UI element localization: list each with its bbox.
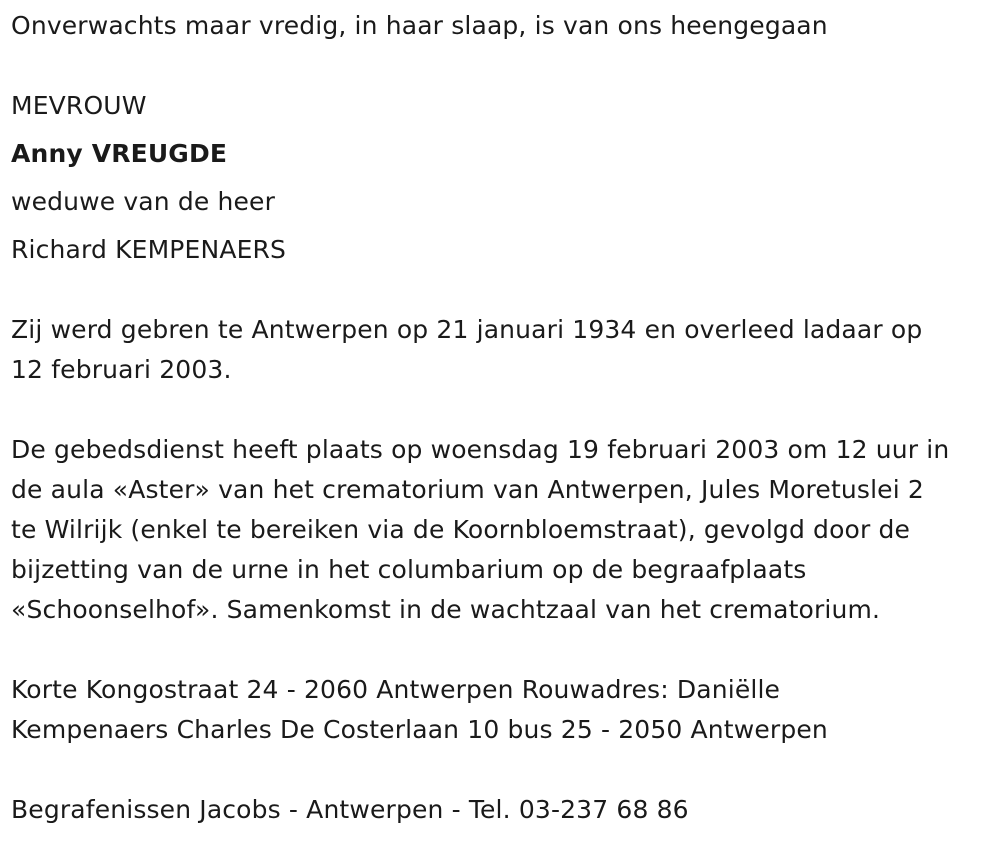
birth-death-line: Zij werd gebren te Antwerpen op 21 januari 1934 en overleed ladaar op (11, 315, 923, 344)
birth-death-line: 12 februari 2003. (11, 355, 232, 384)
address-line: Korte Kongostraat 24 - 2060 Antwerpen Rouwadres: Daniëlle (11, 675, 781, 704)
funeral-home: Begrafenissen Jacobs - Antwerpen - Tel. 03-237 68 86 (11, 795, 689, 824)
intro-text: Onverwachts maar vredig, in haar slaap, is van ons heengegaan (11, 11, 828, 40)
service-line: De gebedsdienst heeft plaats op woensdag 19 februari 2003 om 12 uur in (11, 435, 950, 464)
service-line: de aula «Aster» van het crematorium van Antwerpen, Jules Moretuslei 2 (11, 475, 924, 504)
spouse-name: Richard KEMPENAERS (11, 235, 287, 264)
relation-text: weduwe van de heer (11, 187, 276, 216)
address-line: Kempenaers Charles De Costerlaan 10 bus 25 - 2050 Antwerpen (11, 715, 828, 744)
service-line: bijzetting van de urne in het columbarium op de begraafplaats (11, 555, 807, 584)
service-line: te Wilrijk (enkel te bereiken via de Koornbloemstraat), gevolgd door de (11, 515, 911, 544)
deceased-name: Anny VREUGDE (11, 139, 228, 168)
honorific: MEVROUW (11, 91, 147, 120)
service-line: «Schoonselhof». Samenkomst in de wachtzaal van het crematorium. (11, 595, 881, 624)
